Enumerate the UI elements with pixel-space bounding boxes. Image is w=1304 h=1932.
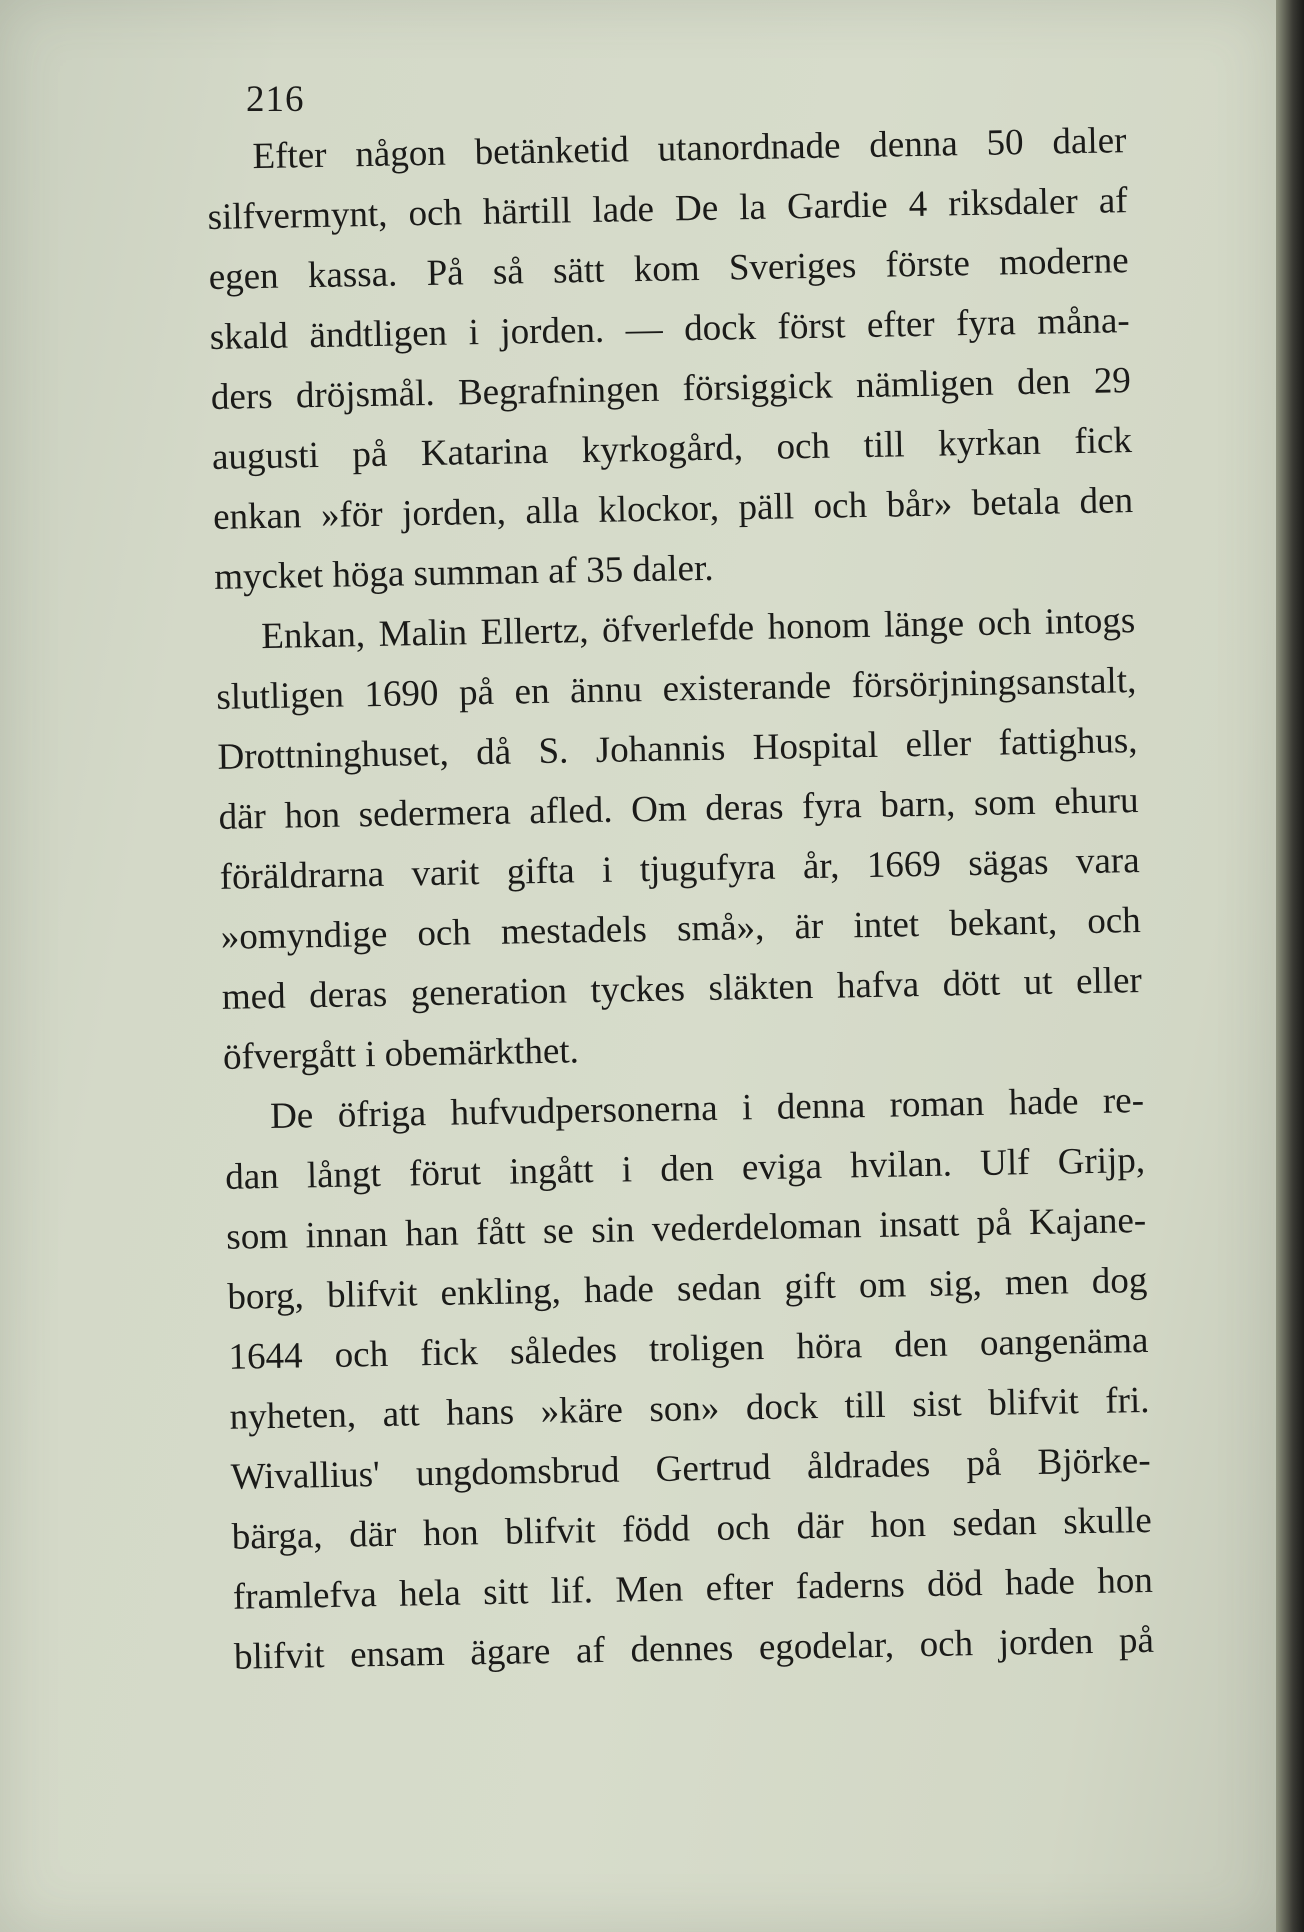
text-line: egen kassa. På så sätt kom Sveriges förste moderne xyxy=(208,240,1129,298)
text-line: silfvermynt, och härtill lade De la Gardie 4 riksdaler af xyxy=(207,180,1128,238)
text-line: borg, blifvit enkling, hade sedan gift om sig, men dog xyxy=(227,1259,1148,1318)
text-line: ders dröjsmål. Begrafningen försiggick nämligen den 29 xyxy=(210,360,1132,418)
text-line: mycket höga summan af 35 daler. xyxy=(213,547,714,598)
text-line: som innan han fått se sin vederdeloman insatt på Kajane- xyxy=(225,1199,1147,1258)
text-line: framlefva hela sitt lif. Men efter faderns död hade hon xyxy=(232,1559,1154,1618)
text-line: enkan »för jorden, alla klockor, päll och bår» betala den xyxy=(212,480,1134,538)
text-line: där hon sedermera afled. Om deras fyra barn, som ehuru xyxy=(218,780,1139,838)
text-line: 1644 och fick således troligen höra den oangenäma xyxy=(228,1319,1149,1378)
text-line: föräldrarna varit gifta i tjugufyra år, 1669 sägas vara xyxy=(219,840,1140,898)
page-number: 216 xyxy=(246,79,305,120)
text-line: med deras generation tyckes släkten hafva dött ut eller xyxy=(221,959,1143,1018)
text-line: Efter någon betänketid utanordnade denna 50 daler xyxy=(252,120,1127,178)
text-line: Enkan, Malin Ellertz, öfverlefde honom länge och intogs xyxy=(260,600,1136,658)
book-edge-shadow xyxy=(1276,0,1304,1932)
text-line: augusti på Katarina kyrkogård, och till kyrkan fick xyxy=(211,420,1133,478)
text-line: skald ändtligen i jorden. — dock först efter fyra måna- xyxy=(209,300,1131,358)
text-line: blifvit ensam ägare af dennes egodelar, och jorden på xyxy=(233,1619,1155,1678)
text-line: Drottninghuset, då S. Johannis Hospital eller fattighus, xyxy=(217,720,1138,778)
body-text xyxy=(206,111,1154,1688)
text-line: dan långt förut ingått i den eviga hvilan. Ulf Grijp, xyxy=(224,1139,1146,1198)
text-line: öfvergått i obemärkthet. xyxy=(222,1030,580,1078)
text-line: slutligen 1690 på en ännu existerande försörjningsanstalt, xyxy=(216,660,1137,718)
text-line: »omyndige och mestadels små», är intet bekant, och xyxy=(220,900,1142,958)
text-line: Wivallius' ungdomsbrud Gertrud åldrades på Björke- xyxy=(230,1439,1151,1498)
text-line: De öfriga hufvudpersonerna i denna roman hade re- xyxy=(269,1079,1145,1137)
text-line: bärga, där hon blifvit född och där hon sedan skulle xyxy=(231,1499,1153,1558)
text-line: nyheten, att hans »käre son» dock till sist blifvit fri. xyxy=(229,1379,1150,1438)
